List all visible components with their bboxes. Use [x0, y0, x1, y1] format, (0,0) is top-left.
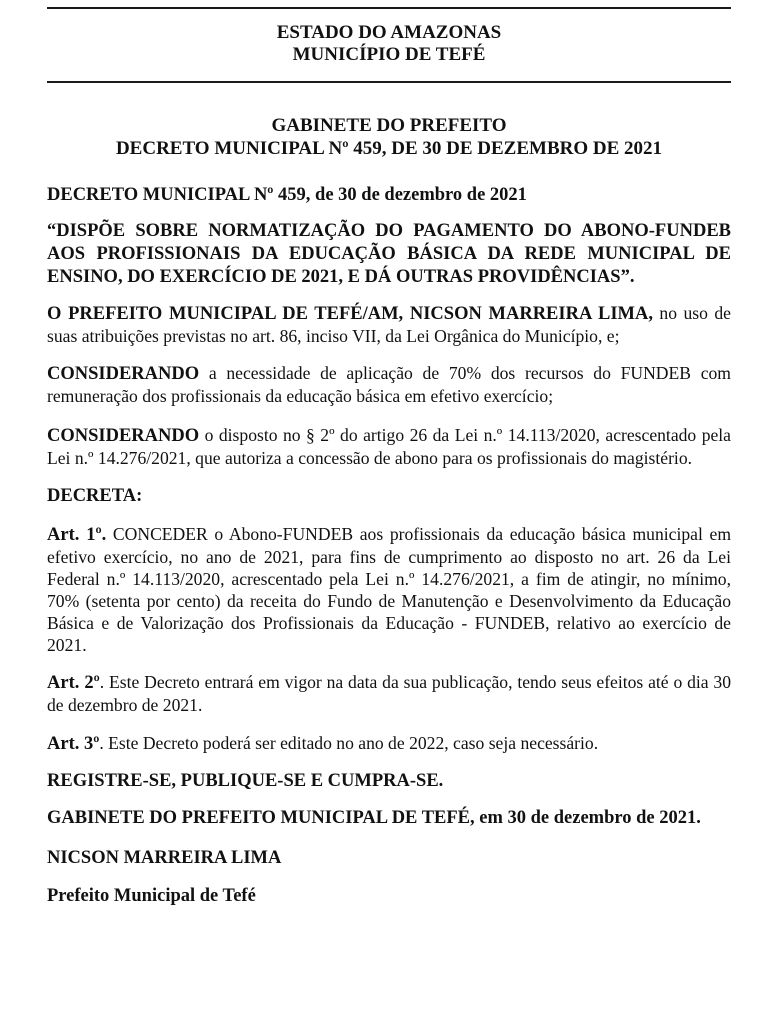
title-office: GABINETE DO PREFEITO — [271, 115, 507, 136]
article-2-label: Art. 2º — [47, 673, 100, 693]
article-3-label: Art. 3º — [47, 734, 100, 754]
header-state: ESTADO DO AMAZONAS — [276, 22, 502, 43]
header-municipality: MUNICÍPIO DE TEFÉ — [292, 44, 486, 65]
top-rule — [47, 7, 731, 9]
considerando-text-1: a necessidade de aplicação de 70% dos recursos do FUNDEB com remuneração dos profissionais da educação básica em efetivo exercício; — [47, 363, 731, 406]
signer-title: Prefeito Municipal de Tefé — [47, 886, 256, 906]
considerando-paragraph-2 — [47, 424, 731, 469]
article-2 — [47, 671, 731, 716]
registre-line: REGISTRE-SE, PUBLIQUE-SE E CUMPRA-SE. — [47, 771, 444, 791]
title-decree: DECRETO MUNICIPAL Nº 459, DE 30 DE DEZEMBRO DE 2021 — [115, 138, 663, 159]
header-bottom-rule — [47, 81, 731, 83]
decree-ementa: “DISPÕE SOBRE NORMATIZAÇÃO DO PAGAMENTO DO ABONO-FUNDEB AOS PROFISSIONAIS DA EDUCAÇÃO BÁSICA DA REDE MUNICIPAL DE ENSINO, DO EXERCÍCIO DE 2021, E DÁ OUTRAS PROVIDÊNCIAS”. — [47, 221, 731, 287]
considerando-paragraph-1 — [47, 362, 731, 407]
considerando-label-1: CONSIDERANDO — [47, 364, 200, 384]
preamble-text: no uso de suas atribuições previstas no art. 86, inciso VII, da Lei Orgânica do Município, e; — [47, 303, 731, 346]
preamble-paragraph — [47, 302, 731, 347]
closing-office-line: GABINETE DO PREFEITO MUNICIPAL DE TEFÉ, em 30 de dezembro de 2021. — [47, 808, 701, 828]
article-2-text: . Este Decreto entrará em vigor na data da sua publicação, tendo seus efeitos até o dia 30 de dezembro de 2021. — [47, 672, 731, 715]
signer-name: NICSON MARREIRA LIMA — [47, 848, 282, 868]
decreta-heading: DECRETA: — [47, 486, 143, 506]
considerando-text-2: o disposto no § 2º do artigo 26 da Lei n.º 14.113/2020, acrescentado pela Lei n.º 14.276/2021, que autoriza a concessão de abono para os profissionais do magistério. — [47, 425, 731, 468]
decree-body — [47, 184, 731, 907]
preamble-bold: O PREFEITO MUNICIPAL DE TEFÉ/AM, NICSON MARREIRA LIMA, — [47, 304, 653, 324]
article-1-label: Art. 1º. — [47, 525, 107, 545]
article-3-text: . Este Decreto poderá ser editado no ano de 2022, caso seja necessário. — [99, 733, 599, 753]
article-1 — [47, 523, 731, 656]
decree-number-line: DECRETO MUNICIPAL Nº 459, de 30 de dezembro de 2021 — [47, 185, 527, 205]
article-1-text: CONCEDER o Abono-FUNDEB aos profissionais da educação básica municipal em efetivo exercício, no ano de 2021, para fins de cumprimento ao disposto no art. 26 da Lei Federal n.º 14.113/2020, acrescentado pela Lei n.º 14.276/2021, a fim de atingir, no mínimo, 70% (setenta por cento) da receita do Fundo de Manutenção e Desenvolvimento da Educação Básica e de Valorização dos Profissionais da Educação - FUNDEB, relativo ao exercício de 2021. — [47, 524, 732, 655]
considerando-label-2: CONSIDERANDO — [47, 426, 200, 446]
document-header — [47, 22, 731, 66]
article-3 — [47, 732, 731, 755]
document-title — [47, 114, 731, 160]
